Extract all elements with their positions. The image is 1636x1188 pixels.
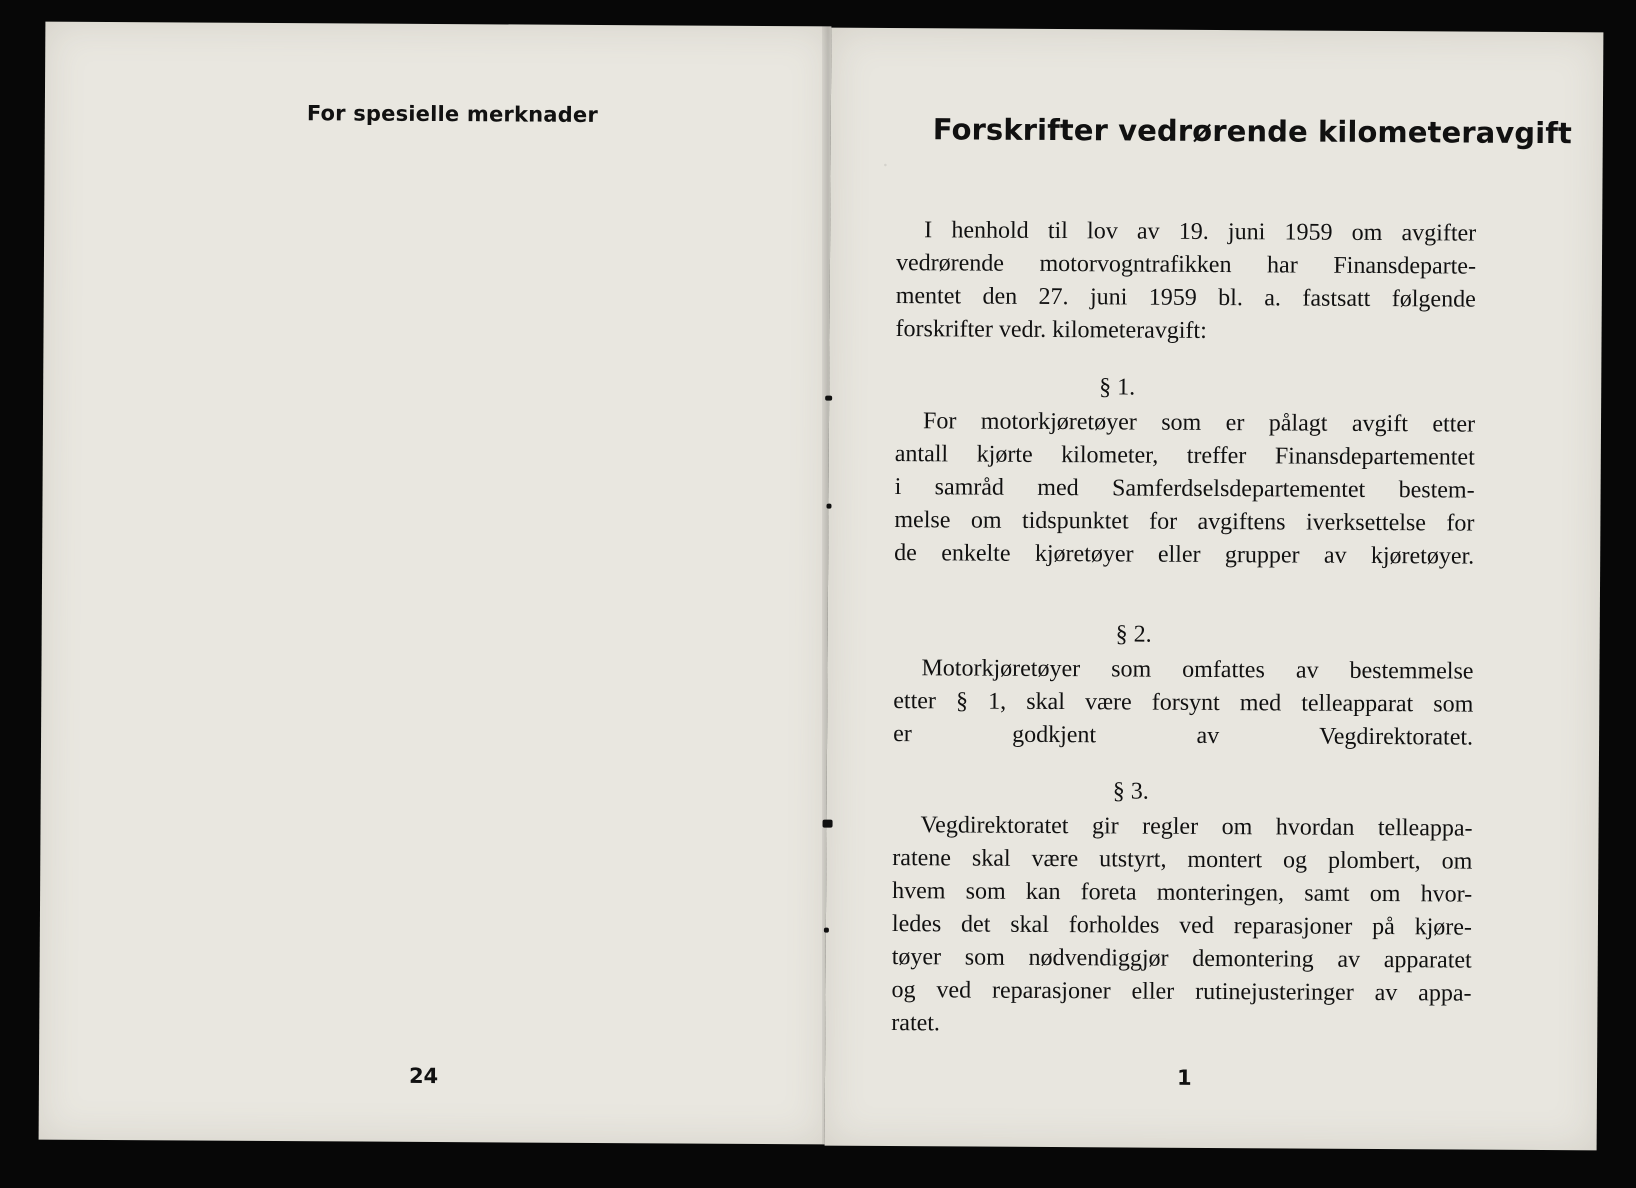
section-3-title: § 3. [1112,778,1149,805]
section-line: Vegdirektoratet gir regler om hvordan telleappa- [920,812,1473,842]
section-line: melse om tidspunktet for avgiftens iverksettelse for [894,507,1475,537]
right-page: . Forskrifter vedrørende kilometeravgift I henhold til lov av 19. juni 1959 om avgifter vedrørende motorvogntrafikken har Finansdeparte- mentet den 27. juni 1959 bl. a. fastsatt følgende forskrifter vedr. kilometeravgift: § 1. For motorkjøretøyer som er pålagt avgift etter antall kjørte kilometer, treffer Finansdepartementet i samråd med Samferdselsdepartementet bestem- melse om tidspunktet for avgiftens iverksettelse for de enkelte kjøretøyer eller grupper av kjøretøyer. § 2. Motorkjøretøyer som omfattes av bestemmelse etter § 1, skal være forsynt med telleapparat som er godkjent av Vegdirektoratet. § 3. Vegdirektoratet gir regler om hvordan telleappa- ratene skal være utstyrt, montert og plombert, om hvem som kan foreta monteringen, samt om hvor- ledes det skal forholdes ved reparasjoner på kjøre- tøyer som nødvendiggjør demontering av apparatet og ved reparasjoner eller rutinejusteringer av appa- ratet. 1 [825,28,1604,1151]
section-line: antall kjørte kilometer, treffer Finansdepartementet [894,441,1475,471]
section-line: etter § 1, skal være forsynt med telleapparat som [893,688,1474,718]
section-line: hvem som kan foreta monteringen, samt om hvor- [892,878,1473,908]
margin-mark [823,820,833,828]
section-line: ledes det skal forholdes ved reparasjoner på kjøre- [891,911,1473,941]
intro-line: mentet den 27. juni 1959 bl. a. fastsatt følgende [895,283,1476,313]
section-line: tøyer som nødvendiggjør demontering av apparatet [891,944,1472,974]
section-2-title: § 2. [1115,621,1152,648]
section-line: er godkjent av Vegdirektoratet. [893,721,1474,751]
section-line: i samråd med Samferdselsdepartementet bestem- [894,474,1475,504]
section-2-text [893,652,1474,755]
page-title: Forskrifter vedrørende kilometeravgift [932,112,1573,151]
section-line: ratene skal være utstyrt, montert og plombert, om [892,845,1473,875]
margin-mark [824,928,829,933]
section-line: ratet. [891,1010,941,1037]
section-line: og ved reparasjoner eller rutinejusteringer av appa- [891,977,1472,1007]
right-page-number: 1 [1176,1065,1192,1090]
intro-line: forskrifter vedr. kilometeravgift: [895,316,1207,344]
left-page-heading: For spesielle merknader [306,101,598,127]
margin-mark [826,504,831,509]
intro-line: vedrørende motorvogntrafikken har Finansdeparte- [895,250,1477,280]
section-line: For motorkjøretøyer som er pålagt avgift etter [922,408,1476,438]
section-line: de enkelte kjøretøyer eller grupper av kjøretøyer. [894,540,1475,570]
margin-mark [825,396,832,401]
section-1-title: § 1. [1099,374,1136,401]
intro-paragraph [895,214,1476,350]
intro-line: I henhold til lov av 19. juni 1959 om avgifter [924,217,1477,247]
section-1-text [894,405,1475,574]
section-line: Motorkjøretøyer som omfattes av bestemmelse [921,655,1474,685]
left-page [39,22,832,1145]
left-page-number: 24 [408,1063,439,1089]
section-3-text [891,809,1472,1044]
